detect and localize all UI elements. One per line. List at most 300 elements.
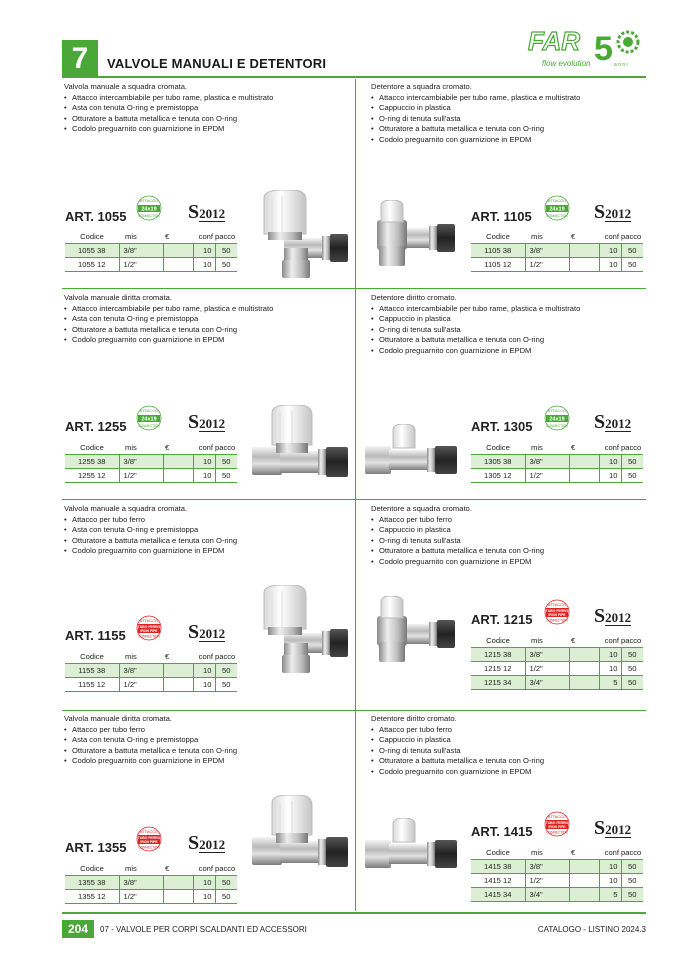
header-eur: € — [163, 230, 193, 244]
table-row — [65, 664, 237, 678]
feature-item: • O-ring di tenuta sull'asta — [371, 536, 656, 547]
cell-price — [569, 455, 599, 469]
description-intro: Detentore a squadra cromato. — [371, 504, 472, 513]
cell-price — [569, 874, 599, 888]
header-conf: conf — [193, 650, 215, 664]
row-divider — [62, 499, 646, 500]
cell-mis: 1/2" — [525, 662, 569, 676]
table-row — [471, 676, 643, 690]
cell-pacco: 50 — [621, 258, 643, 272]
cell-price — [569, 860, 599, 874]
cell-pacco: 50 — [215, 244, 237, 258]
cell-code: 1155 38 — [65, 664, 119, 678]
feature-item: • Attacco per tubo ferro — [64, 725, 349, 736]
header-eur: € — [569, 634, 599, 648]
cell-code: 1415 34 — [471, 888, 525, 902]
cell-pacco: 50 — [215, 455, 237, 469]
manual-valve-image — [252, 190, 356, 287]
description-intro: Detentore a squadra cromato. — [371, 82, 472, 91]
cell-mis: 1/2" — [525, 469, 569, 483]
row-divider — [62, 710, 646, 711]
s2012-mark-icon — [594, 201, 631, 224]
table-row — [65, 876, 237, 890]
description-intro: Valvola manuale diritta cromata. — [64, 714, 172, 723]
svg-text:IRON PIPE: IRON PIPE — [140, 629, 158, 633]
logo-tagline: flow evolution — [542, 59, 591, 68]
feature-item: • Attacco per tubo ferro — [371, 515, 656, 526]
feature-item: • Attacco intercambiabile per tubo rame, plastica e multistrato — [64, 93, 349, 104]
article-title: ART. 1155 — [65, 628, 126, 643]
cell-price — [569, 469, 599, 483]
s2012-s: S — [188, 621, 200, 643]
feature-item: • Attacco intercambiabile per tubo rame, plastica e multistrato — [371, 304, 656, 315]
cell-conf: 10 — [599, 874, 621, 888]
svg-text:ATTACCO: ATTACCO — [547, 602, 567, 607]
table-row — [65, 258, 237, 272]
cell-code: 1305 12 — [471, 469, 525, 483]
table-header-row — [471, 846, 643, 860]
table-row — [65, 678, 237, 692]
feature-item: • Otturatore a battuta metallica e tenuta con O-ring — [64, 536, 349, 547]
product-description — [371, 82, 656, 146]
connection-24x19-badge-icon — [136, 405, 162, 431]
page-title: VALVOLE MANUALI E DETENTORI — [107, 56, 327, 71]
lockshield-valve-image — [365, 818, 469, 883]
cell-conf: 10 — [599, 662, 621, 676]
svg-text:TUBO FERRO: TUBO FERRO — [137, 836, 161, 840]
svg-text:ATTACCO: ATTACCO — [547, 198, 567, 203]
cell-price — [163, 678, 193, 692]
header-eur: € — [569, 441, 599, 455]
article-title: ART. 1105 — [471, 209, 532, 224]
svg-text:CONNECTION: CONNECTION — [546, 830, 568, 835]
cell-conf: 10 — [599, 469, 621, 483]
header-pacco: pacco — [215, 862, 237, 876]
cell-mis: 3/8" — [119, 455, 163, 469]
svg-text:IRON PIPE: IRON PIPE — [548, 825, 566, 829]
product-description — [371, 504, 656, 568]
svg-text:CONNECTION: CONNECTION — [546, 424, 568, 428]
connection-24x19-badge-icon — [136, 195, 162, 221]
svg-text:CONNECTION: CONNECTION — [138, 845, 160, 850]
header-conf: conf — [599, 846, 621, 860]
description-intro: Valvola manuale a squadra cromata. — [64, 82, 188, 91]
cell-conf: 10 — [193, 455, 215, 469]
article-title: ART. 1215 — [471, 612, 533, 627]
product-description — [371, 293, 656, 357]
s2012-year: 2012 — [199, 416, 226, 431]
price-table — [471, 634, 643, 690]
cell-price — [569, 676, 599, 690]
cell-price — [569, 888, 599, 902]
svg-text:TUBO FERRO: TUBO FERRO — [545, 821, 569, 825]
header-mis: mis — [119, 862, 163, 876]
cell-mis: 3/4" — [525, 676, 569, 690]
feature-list — [64, 304, 349, 346]
cell-price — [163, 876, 193, 890]
feature-list — [64, 725, 349, 767]
cell-mis: 3/8" — [119, 876, 163, 890]
cell-pacco: 50 — [621, 676, 643, 690]
feature-item: • Attacco per tubo ferro — [371, 725, 656, 736]
feature-item: • Attacco per tubo ferro — [64, 515, 349, 526]
feature-item: • Otturatore a battuta metallica e tenuta con O-ring — [64, 746, 349, 757]
header-codice: Codice — [471, 441, 525, 455]
feature-list — [64, 515, 349, 557]
header-mis: mis — [525, 441, 569, 455]
feature-item: • Codolo preguarnito con guarnizione in EPDM — [371, 767, 656, 778]
header-mis: mis — [119, 230, 163, 244]
product-description — [64, 293, 349, 346]
cell-mis: 3/8" — [525, 860, 569, 874]
article-title: ART. 1305 — [471, 419, 533, 434]
feature-item: • Codolo preguarnito con guarnizione in EPDM — [64, 335, 349, 346]
description-intro: Valvola manuale diritta cromata. — [64, 293, 172, 302]
header-codice: Codice — [65, 650, 119, 664]
cell-code: 1055 12 — [65, 258, 119, 272]
feature-item: • Attacco intercambiabile per tubo rame, plastica e multistrato — [64, 304, 349, 315]
cell-conf: 10 — [599, 860, 621, 874]
iron-pipe-connection-badge-icon — [136, 826, 162, 852]
s2012-s: S — [594, 817, 606, 839]
table-row — [65, 455, 237, 469]
table-row — [471, 455, 643, 469]
s2012-mark-icon — [188, 832, 225, 855]
table-header-row — [471, 634, 643, 648]
s2012-mark-icon — [188, 621, 225, 644]
manual-valve-image — [252, 405, 356, 490]
logo-number: 5 — [594, 30, 613, 68]
cell-code: 1215 38 — [471, 648, 525, 662]
cell-pacco: 50 — [621, 860, 643, 874]
table-header-row — [65, 650, 237, 664]
price-table — [65, 230, 237, 272]
cell-code: 1355 12 — [65, 890, 119, 904]
header-pacco: pacco — [621, 441, 643, 455]
cell-pacco: 50 — [621, 874, 643, 888]
cell-code: 1305 38 — [471, 455, 525, 469]
cell-pacco: 50 — [215, 890, 237, 904]
cell-pacco: 50 — [621, 455, 643, 469]
cell-code: 1055 38 — [65, 244, 119, 258]
price-table — [65, 650, 237, 692]
cell-price — [163, 664, 193, 678]
s2012-year: 2012 — [605, 416, 632, 431]
cell-conf: 10 — [193, 244, 215, 258]
feature-item: • Otturatore a battuta metallica e tenuta con O-ring — [371, 124, 656, 135]
table-row — [65, 469, 237, 483]
cell-code: 1155 12 — [65, 678, 119, 692]
cell-pacco: 50 — [621, 662, 643, 676]
cell-pacco: 50 — [215, 469, 237, 483]
product-description — [371, 714, 656, 778]
cell-conf: 10 — [599, 258, 621, 272]
article-title: ART. 1415 — [471, 824, 533, 839]
cell-conf: 10 — [193, 890, 215, 904]
cell-mis: 3/8" — [525, 244, 569, 258]
manual-valve-image — [252, 585, 356, 682]
svg-text:CONNECTION: CONNECTION — [138, 634, 160, 639]
table-row — [471, 874, 643, 888]
s2012-year: 2012 — [199, 206, 226, 221]
svg-text:IRON PIPE: IRON PIPE — [140, 840, 158, 844]
s2012-year: 2012 — [199, 626, 226, 641]
description-intro: Detentore diritto cromato. — [371, 293, 457, 302]
header-eur: € — [569, 230, 599, 244]
article-title: ART. 1255 — [65, 419, 127, 434]
svg-text:TUBO FERRO: TUBO FERRO — [545, 609, 569, 613]
s2012-year: 2012 — [605, 206, 632, 221]
header-conf: conf — [193, 862, 215, 876]
header-conf: conf — [193, 230, 215, 244]
cell-pacco: 50 — [621, 469, 643, 483]
s2012-year: 2012 — [605, 822, 632, 837]
feature-item: • Otturatore a battuta metallica e tenuta con O-ring — [371, 546, 656, 557]
cell-mis: 1/2" — [525, 258, 569, 272]
product-description — [64, 714, 349, 767]
s2012-s: S — [188, 201, 200, 223]
header-pacco: pacco — [215, 441, 237, 455]
feature-list — [371, 304, 656, 357]
feature-item: • Cappuccio in plastica — [371, 314, 656, 325]
cell-mis: 3/8" — [119, 664, 163, 678]
price-table — [471, 230, 643, 272]
cell-code: 1215 34 — [471, 676, 525, 690]
header-codice: Codice — [471, 230, 525, 244]
cell-conf: 5 — [599, 888, 621, 902]
cell-conf: 10 — [193, 469, 215, 483]
table-header-row — [471, 230, 643, 244]
s2012-s: S — [594, 605, 606, 627]
s2012-s: S — [594, 201, 606, 223]
price-table — [471, 441, 643, 483]
header-codice: Codice — [471, 634, 525, 648]
lockshield-valve-image — [365, 424, 469, 489]
footer-catalog: CATALOGO - LISTINO 2024.3 — [537, 925, 646, 934]
header-pacco: pacco — [621, 846, 643, 860]
cell-conf: 10 — [599, 244, 621, 258]
feature-item: • Codolo preguarnito con guarnizione in EPDM — [64, 546, 349, 557]
table-row — [471, 860, 643, 874]
svg-text:IRON PIPE: IRON PIPE — [548, 613, 566, 617]
header-mis: mis — [525, 846, 569, 860]
cell-price — [163, 258, 193, 272]
cell-mis: 1/2" — [525, 874, 569, 888]
s2012-s: S — [188, 411, 200, 433]
page-number: 204 — [62, 920, 94, 938]
product-description — [64, 82, 349, 135]
svg-text:ATTACCO: ATTACCO — [547, 814, 567, 819]
footer-section-title: 07 - VALVOLE PER CORPI SCALDANTI ED ACCESSORI — [100, 925, 307, 934]
table-header-row — [471, 441, 643, 455]
s2012-mark-icon — [594, 411, 631, 434]
s2012-s: S — [188, 832, 200, 854]
table-header-row — [65, 441, 237, 455]
price-table — [65, 441, 237, 483]
feature-item: • Codolo preguarnito con guarnizione in EPDM — [64, 756, 349, 767]
s2012-mark-icon — [188, 411, 225, 434]
feature-list — [371, 93, 656, 146]
svg-text:CONNECTION: CONNECTION — [546, 618, 568, 623]
feature-item: • Asta con tenuta O-ring e premistoppa — [64, 103, 349, 114]
svg-text:ATTACCO: ATTACCO — [139, 408, 159, 413]
cell-price — [569, 662, 599, 676]
table-row — [471, 888, 643, 902]
feature-item: • Cappuccio in plastica — [371, 103, 656, 114]
svg-text:24x19: 24x19 — [141, 206, 157, 213]
header-conf: conf — [599, 441, 621, 455]
feature-item: • O-ring di tenuta sull'asta — [371, 325, 656, 336]
table-row — [471, 244, 643, 258]
table-row — [471, 469, 643, 483]
cell-pacco: 50 — [621, 244, 643, 258]
article-title: ART. 1355 — [65, 840, 127, 855]
header-mis: mis — [119, 441, 163, 455]
feature-item: • Otturatore a battuta metallica e tenuta con O-ring — [64, 114, 349, 125]
table-header-row — [65, 862, 237, 876]
feature-item: • Asta con tenuta O-ring e premistoppa — [64, 525, 349, 536]
description-intro: Detentore diritto cromato. — [371, 714, 457, 723]
s2012-mark-icon — [594, 605, 631, 628]
cell-price — [569, 258, 599, 272]
feature-item: • Otturatore a battuta metallica e tenuta con O-ring — [371, 756, 656, 767]
cell-mis: 1/2" — [119, 469, 163, 483]
cell-code: 1215 12 — [471, 662, 525, 676]
s2012-mark-icon — [594, 817, 631, 840]
article-title: ART. 1055 — [65, 209, 127, 224]
header-mis: mis — [119, 650, 163, 664]
feature-item: • Codolo preguarnito con guarnizione in EPDM — [371, 346, 656, 357]
feature-item: • O-ring di tenuta sull'asta — [371, 746, 656, 757]
svg-text:ATTACCO: ATTACCO — [547, 408, 567, 413]
cell-conf: 10 — [193, 678, 215, 692]
logo-anni: a n n i — [614, 62, 628, 68]
cell-pacco: 50 — [621, 888, 643, 902]
cell-conf: 10 — [599, 455, 621, 469]
product-description — [64, 504, 349, 557]
table-header-row — [65, 230, 237, 244]
cell-mis: 3/8" — [119, 244, 163, 258]
table-row — [65, 244, 237, 258]
cell-price — [163, 455, 193, 469]
feature-item: • O-ring di tenuta sull'asta — [371, 114, 656, 125]
header-eur: € — [163, 441, 193, 455]
iron-pipe-connection-badge-icon — [544, 599, 570, 625]
feature-item: • Cappuccio in plastica — [371, 735, 656, 746]
feature-list — [64, 93, 349, 135]
cell-mis: 3/8" — [525, 648, 569, 662]
cell-mis: 1/2" — [119, 678, 163, 692]
lockshield-valve-image — [373, 200, 469, 277]
svg-text:TUBO FERRO: TUBO FERRO — [137, 625, 161, 629]
svg-text:CONNECTION: CONNECTION — [138, 424, 160, 428]
header-codice: Codice — [65, 441, 119, 455]
header-eur: € — [163, 650, 193, 664]
table-row — [471, 662, 643, 676]
cell-code: 1105 38 — [471, 244, 525, 258]
cell-code: 1105 12 — [471, 258, 525, 272]
cell-code: 1415 12 — [471, 874, 525, 888]
feature-item: • Asta con tenuta O-ring e premistoppa — [64, 314, 349, 325]
svg-text:24x19: 24x19 — [141, 416, 157, 423]
cell-code: 1415 38 — [471, 860, 525, 874]
cell-mis: 3/8" — [525, 455, 569, 469]
feature-item: • Codolo preguarnito con guarnizione in EPDM — [371, 135, 656, 146]
header-eur: € — [163, 862, 193, 876]
header-pacco: pacco — [215, 650, 237, 664]
cell-pacco: 50 — [215, 664, 237, 678]
s2012-year: 2012 — [199, 837, 226, 852]
svg-text:CONNECTION: CONNECTION — [138, 214, 160, 218]
price-table — [65, 862, 237, 904]
cell-mis: 1/2" — [119, 258, 163, 272]
svg-text:24x19: 24x19 — [549, 416, 565, 423]
cell-code: 1355 38 — [65, 876, 119, 890]
cell-mis: 1/2" — [119, 890, 163, 904]
cell-code: 1255 12 — [65, 469, 119, 483]
cell-price — [569, 648, 599, 662]
header-mis: mis — [525, 634, 569, 648]
feature-item: • Otturatore a battuta metallica e tenuta con O-ring — [64, 325, 349, 336]
cell-pacco: 50 — [621, 648, 643, 662]
description-intro: Valvola manuale a squadra cromata. — [64, 504, 188, 513]
feature-item: • Otturatore a battuta metallica e tenuta con O-ring — [371, 335, 656, 346]
cell-conf: 10 — [193, 258, 215, 272]
svg-text:ATTACCO: ATTACCO — [139, 198, 159, 203]
iron-pipe-connection-badge-icon — [544, 811, 570, 837]
table-row — [471, 258, 643, 272]
header-codice: Codice — [65, 230, 119, 244]
table-row — [65, 890, 237, 904]
cell-conf: 10 — [599, 648, 621, 662]
cell-pacco: 50 — [215, 876, 237, 890]
feature-list — [371, 725, 656, 778]
cell-conf: 10 — [193, 664, 215, 678]
feature-item: • Asta con tenuta O-ring e premistoppa — [64, 735, 349, 746]
header-codice: Codice — [65, 862, 119, 876]
feature-item: • Attacco intercambiabile per tubo rame, plastica e multistrato — [371, 93, 656, 104]
cell-price — [569, 244, 599, 258]
footer-divider — [62, 912, 646, 914]
logo-text: FAR — [528, 26, 580, 56]
svg-text:ATTACCO: ATTACCO — [139, 829, 159, 834]
cell-mis: 3/4" — [525, 888, 569, 902]
cell-pacco: 50 — [215, 258, 237, 272]
row-divider — [62, 288, 646, 289]
header-pacco: pacco — [621, 230, 643, 244]
iron-pipe-connection-badge-icon — [136, 615, 162, 641]
header-conf: conf — [599, 230, 621, 244]
header-conf: conf — [599, 634, 621, 648]
connection-24x19-badge-icon — [544, 195, 570, 221]
feature-item: • Cappuccio in plastica — [371, 525, 656, 536]
far-logo — [524, 24, 648, 72]
svg-text:24x19: 24x19 — [549, 206, 565, 213]
cell-price — [163, 469, 193, 483]
manual-valve-image — [252, 795, 356, 880]
table-row — [471, 648, 643, 662]
header-pacco: pacco — [621, 634, 643, 648]
svg-text:ATTACCO: ATTACCO — [139, 618, 159, 623]
cell-code: 1255 38 — [65, 455, 119, 469]
cell-price — [163, 244, 193, 258]
connection-24x19-badge-icon — [544, 405, 570, 431]
chapter-number: 7 — [62, 40, 98, 77]
header-codice: Codice — [471, 846, 525, 860]
cell-conf: 10 — [193, 876, 215, 890]
header-divider — [62, 76, 646, 78]
header-pacco: pacco — [215, 230, 237, 244]
